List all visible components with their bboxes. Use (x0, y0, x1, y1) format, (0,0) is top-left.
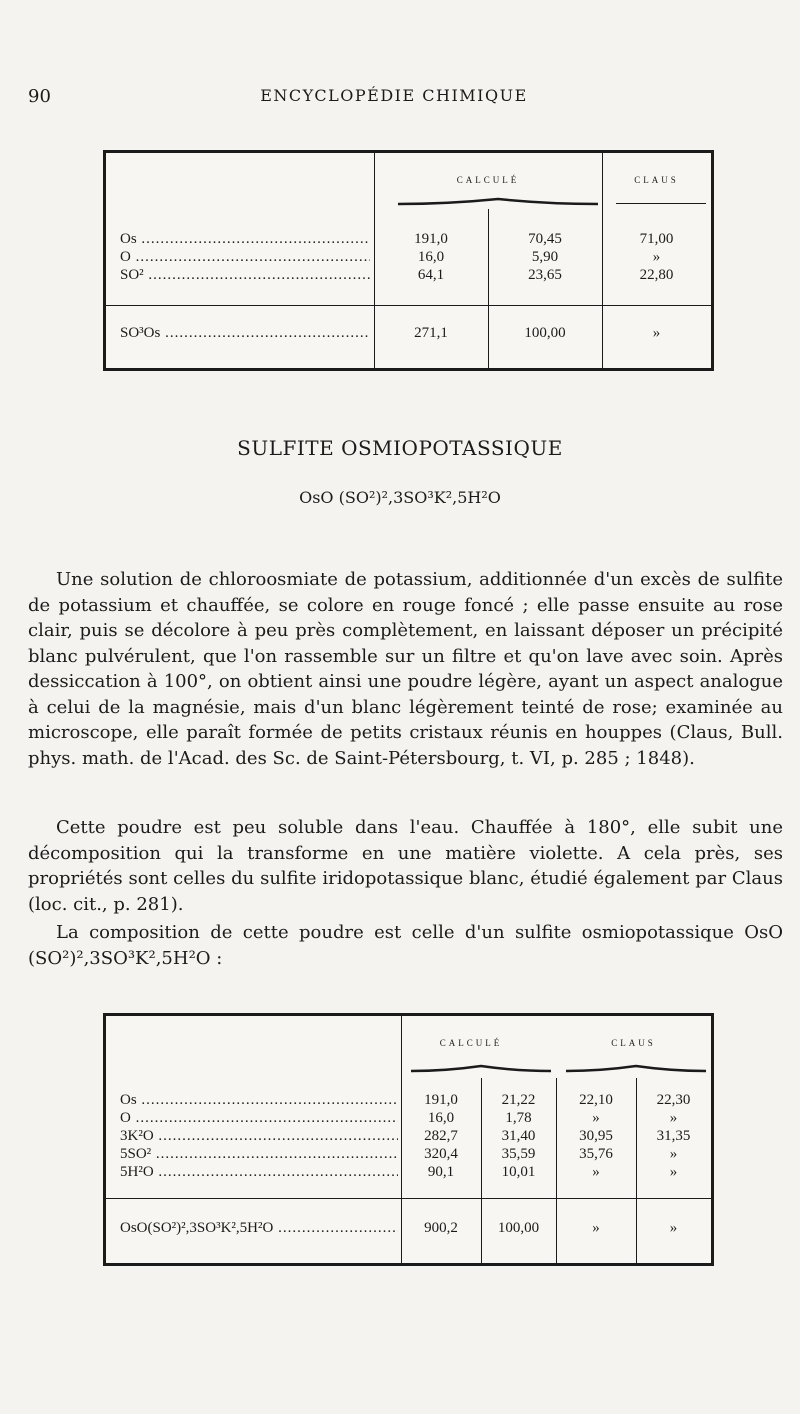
paragraph-text: La composition de cette poudre est celle d'un sulfite osmiopotassique OsO (SO²)²,3SO³K²,5H²O : (28, 922, 783, 969)
cell-percent: 10,01 (501, 1164, 536, 1180)
table-rule (616, 203, 706, 204)
row-label: 5SO² ..... (120, 1146, 398, 1163)
cell-weight: 90,1 (427, 1164, 455, 1180)
cell-claus: 22,80 (639, 267, 674, 283)
row-label: Os ..... (120, 1092, 398, 1109)
cell-percent: 23,65 (528, 267, 562, 283)
paragraph (28, 815, 783, 917)
cell-weight: 16,0 (427, 1110, 455, 1126)
table-rule (106, 305, 711, 306)
brace-icon (566, 1064, 706, 1074)
total-label: OsO(SO²)²,3SO³K²,5H²O ..... (120, 1220, 398, 1237)
cell-weight: 320,4 (424, 1146, 458, 1162)
group-header-claus: CLAUS (611, 1038, 656, 1048)
total-percent: 100,00 (497, 1220, 540, 1236)
cell-claus-2: » (669, 1164, 678, 1180)
total-claus-1: » (592, 1220, 600, 1236)
cell-claus: 71,00 (639, 231, 674, 247)
cell-percent: 5,90 (531, 249, 559, 265)
cell-weight: 191,0 (424, 1092, 458, 1108)
group-header-claus: CLAUS (634, 175, 679, 185)
group-header-calcule: CALCULÉ (439, 1038, 503, 1048)
cell-claus-1: 30,95 (579, 1128, 613, 1144)
total-percent: 100,00 (524, 325, 566, 341)
cell-claus-1: 35,76 (579, 1146, 613, 1162)
cell-percent: 1,78 (505, 1110, 532, 1126)
paragraph-text: Cette poudre est peu soluble dans l'eau. Chauffée à 180°, elle subit une décomposition qui la transforme en une matière violette. A cela près, ses propriétés sont celles du sulfite iridopotassique blanc, étudié également par Claus (loc. cit., p. 281). (28, 817, 783, 915)
row-label: 5H²O ..... (120, 1164, 398, 1181)
cell-percent: 31,40 (501, 1128, 536, 1144)
total-weight: 271,1 (414, 325, 448, 341)
table-rule (106, 1198, 711, 1199)
cell-weight: 64,1 (417, 267, 445, 283)
paragraph-text: Une solution de chloroosmiate de potassium, additionnée d'un excès de sulfite de potassium et chauffée, se colore en rouge foncé ; elle passe ensuite au rose clair, puis se décolore à peu près complètement, en laissant déposer un précipité blanc pulvérulent, que l'on rassemble sur un filtre et qu'on lave avec soin. Après dessiccation à 100°, on obtient ainsi une poudre légère, ayant un aspect analogue à celui de la magnésie, mais d'un blanc légèrement teinté de rose; examinée au microscope, elle paraît formée de petits cristaux réunis en houppes (Claus, Bull. phys. math. de l'Acad. des Sc. de Saint-Pétersbourg, t. VI, p. 285 ; 1848). (28, 569, 783, 769)
cell-claus: » (652, 249, 661, 265)
row-label: O ..... (120, 249, 370, 266)
cell-percent: 70,45 (528, 231, 562, 247)
brace-icon (411, 1064, 551, 1074)
composition-table-2 (103, 1013, 714, 1266)
page-number: 90 (28, 86, 51, 107)
composition-table-1 (103, 150, 714, 371)
page-header (28, 86, 760, 110)
cell-percent: 21,22 (501, 1092, 536, 1108)
cell-claus-2: » (669, 1110, 678, 1126)
total-label: SO³Os ..... (120, 325, 370, 342)
section-formula: OsO (SO²)²,3SO³K²,5H²O (299, 488, 501, 507)
group-header-calcule: CALCULÉ (456, 175, 520, 185)
total-claus-2: » (669, 1220, 678, 1236)
cell-claus-2: » (669, 1146, 678, 1162)
brace-icon (398, 197, 598, 207)
cell-claus-1: 22,10 (579, 1092, 613, 1108)
total-claus: » (652, 325, 661, 341)
cell-claus-2: 22,30 (656, 1092, 691, 1108)
paragraph (28, 920, 783, 971)
row-label: SO² ..... (120, 267, 370, 284)
row-label: 3K²O ..... (120, 1128, 398, 1145)
cell-weight: 282,7 (424, 1128, 458, 1144)
cell-claus-1: » (592, 1110, 600, 1126)
cell-claus-1: » (592, 1164, 600, 1180)
row-label: O ..... (120, 1110, 398, 1127)
cell-claus-2: 31,35 (656, 1128, 691, 1144)
cell-percent: 35,59 (501, 1146, 536, 1162)
total-weight: 900,2 (424, 1220, 458, 1236)
cell-weight: 16,0 (417, 249, 445, 265)
cell-weight: 191,0 (414, 231, 448, 247)
section-title: SULFITE OSMIOPOTASSIQUE (237, 436, 563, 460)
row-label: Os ..... (120, 231, 370, 248)
paragraph (28, 567, 783, 771)
running-title: ENCYCLOPÉDIE CHIMIQUE (260, 86, 528, 105)
